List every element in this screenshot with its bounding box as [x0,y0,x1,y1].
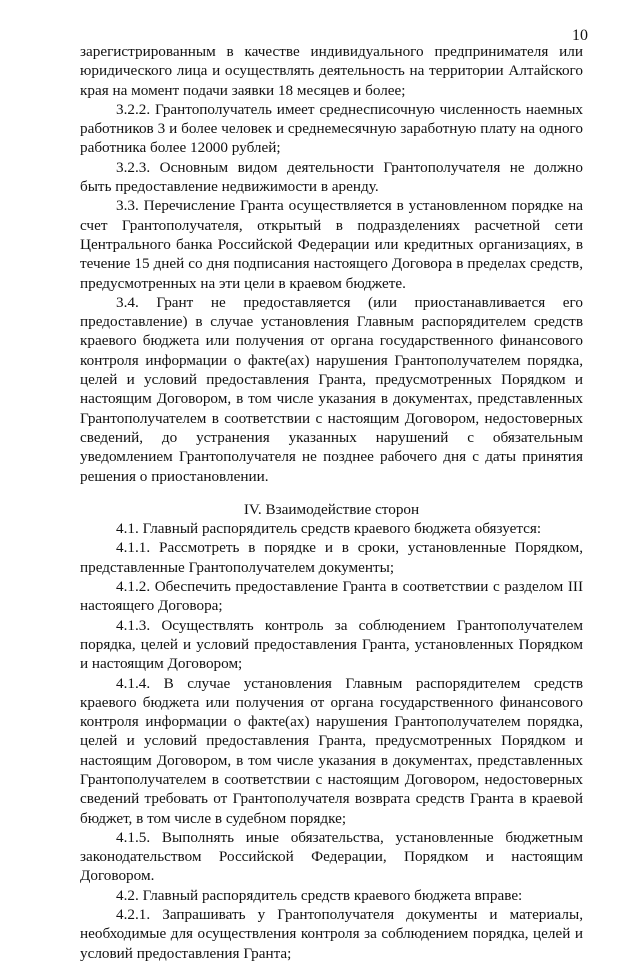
paragraph-4-1-3: 4.1.3. Осуществлять контроль за соблюдением Грантополучателем порядка, целей и условий предоставления Гранта, установленных Порядком и настоящим Договором; [80,616,583,673]
paragraph-4-1-2: 4.1.2. Обеспечить предоставление Гранта в соответствии с разделом III настоящего Договора; [80,578,583,615]
paragraph-eligibility-continuation: зарегистрированным в качестве индивидуального предпринимателя или юридического лица и осуществлять деятельность на территории Алтайского края на момент подачи заявки 18 месяцев и более; [80,43,583,99]
paragraph-4-1-4: 4.1.4. В случае установления Главным распорядителем средств краевого бюджета или получения от органа государственного финансового контроля информации о факте(ах) нарушения Грантополучателем порядка, целей и условий предоставления Гранта, предусмотренных Порядком и настоящим Договором, в том числе указания в документах, представленных Грантополучателем в соответствии с настоящим Договором, недостоверных сведений требовать от Грантополучателя возврата средств Гранта в краевой бюджет, в том числе в судебном порядке; [80,674,583,827]
page-number: 10 [572,27,588,44]
paragraph-4-1-5: 4.1.5. Выполнять иные обязательства, установленные бюджетным законодательством Российской Федерации, Порядком и настоящим Договором. [80,828,583,885]
paragraph-4-1: 4.1. Главный распорядитель средств краевого бюджета обязуется: [116,520,542,538]
document-body [80,42,583,963]
paragraph-3-2-2: 3.2.2. Грантополучатель имеет среднесписочную численность наемных работников 3 и более человек и среднемесячную заработную плату на одного работника более 12000 рублей; [80,100,583,157]
paragraph-3-3: 3.3. Перечисление Гранта осуществляется в установленном порядке на счет Грантополучателя, открытый в подразделениях расчетной сети Центрального банка Российской Федерации или кредитных организациях, в течение 15 дней со дня подписания настоящего Договора в пределах средств, предусмотренных на эти цели в краевом бюджете. [80,197,583,292]
paragraph-4-2-1: 4.2.1. Запрашивать у Грантополучателя документы и материалы, необходимые для осуществления контроля за соблюдением порядка, целей и условий предоставления Гранта; [80,906,583,962]
paragraph-4-2: 4.2. Главный распорядитель средств краевого бюджета вправе: [116,886,523,904]
section-heading: IV. Взаимодействие сторон [243,500,420,518]
paragraph-3-2-3: 3.2.3. Основным видом деятельности Грантополучателя не должно быть предоставление недвижимости в аренду. [80,158,583,196]
paragraph-3-4: 3.4. Грант не предоставляется (или приостанавливается его предоставление) в случае установления Главным распорядителем средств краевого бюджета или получения от органа государственного финансового контроля информации о факте(ах) нарушения Грантополучателем порядка, целей и условий предоставления Гранта, предусмотренных Порядком и настоящим Договором, в том числе указания в документах, представленных Грантополучателем в соответствии с настоящим Договором, недостоверных сведений, до устранения указанных нарушений с обязательным уведомлением Грантополучателя не позднее рабочего дня с даты принятия решения о приостановлении. [80,293,583,485]
paragraph-4-1-1: 4.1.1. Рассмотреть в порядке и в сроки, установленные Порядком, представленные Грантополучателем документы; [80,539,583,576]
